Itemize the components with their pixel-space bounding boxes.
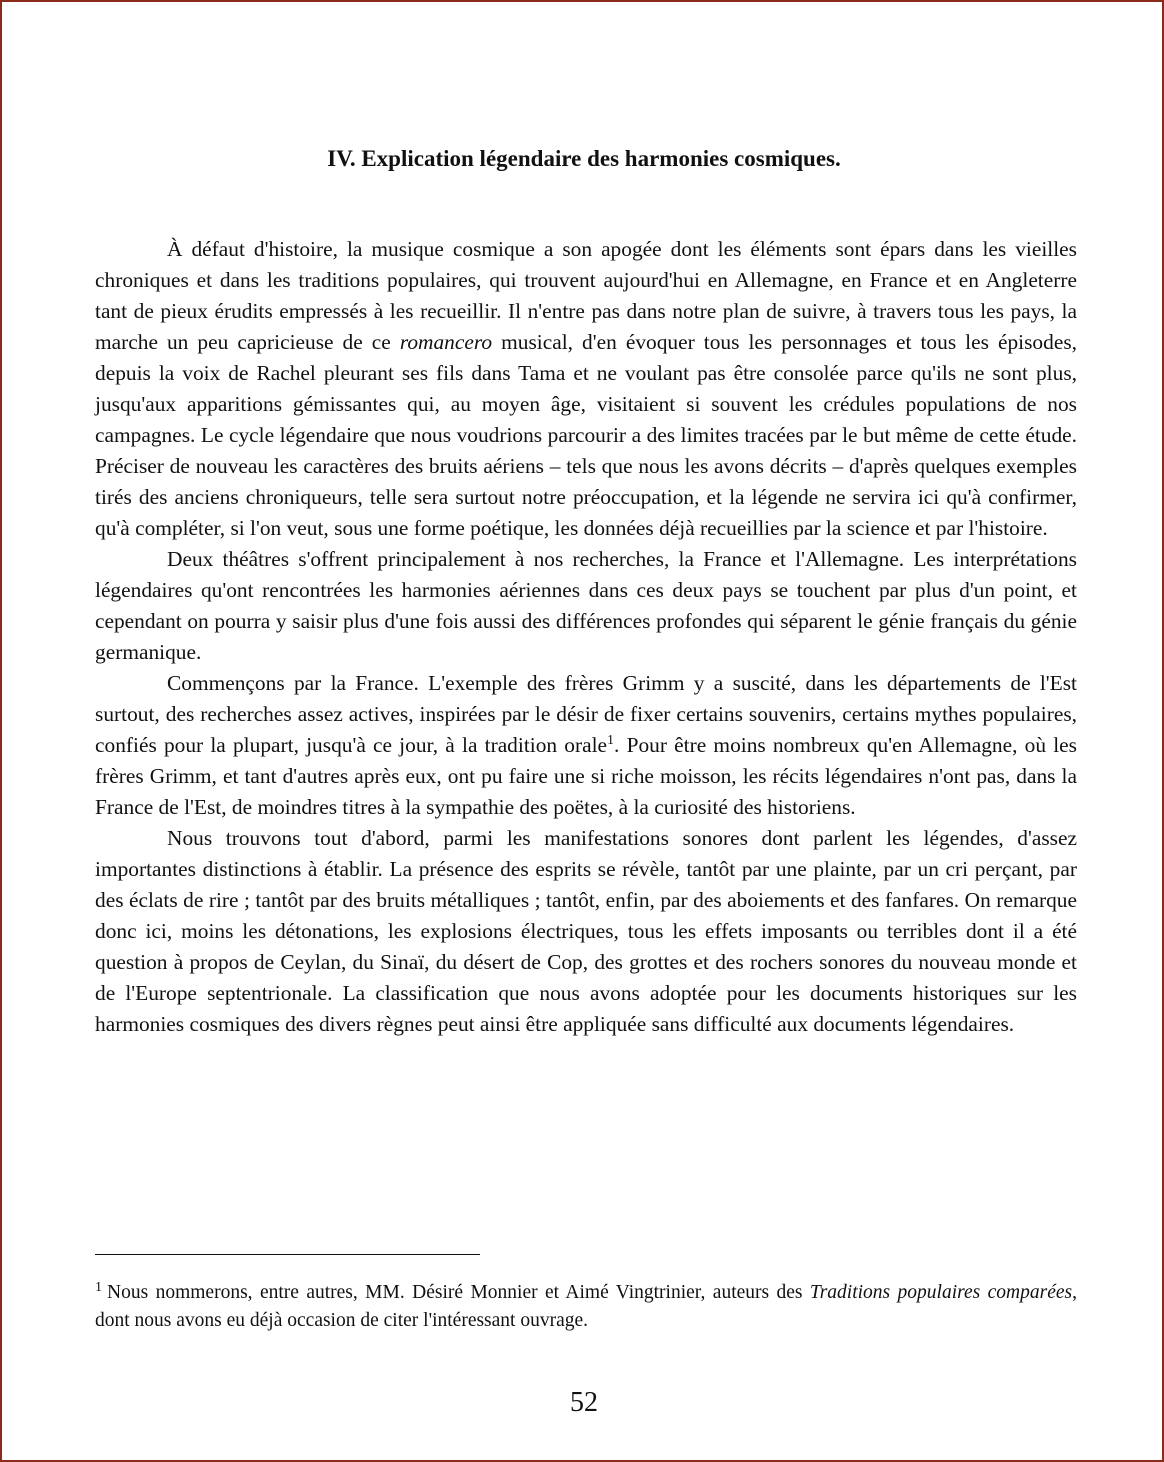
paragraph	[95, 668, 1077, 823]
body-text	[95, 234, 1077, 1040]
text-run: À défaut d'histoire, la musique cosmique a son apogée dont les éléments sont épars dans les vieilles chroniques et dans les traditions populaires, qui trouvent aujourd'hui en Allemagne, en France et en Angleterre tant de pieux érudits empressés à les recueillir. Il n'entre pas dans notre plan de suivre, à travers tous les pays, la marche un peu capricieuse de ce	[95, 237, 1077, 354]
text-run: Deux théâtres s'offrent principalement à nos recherches, la France et l'Allemagne. Les interprétations légendaires qu'ont rencontrées les harmonies aériennes dans ces deux pays se touchent par plus d'un point, et cependant on pourra y saisir plus d'une fois aussi des différences profondes qui séparent le génie français du génie germanique.	[95, 547, 1077, 664]
footnote-text-run: Nous nommerons, entre autres, MM. Désiré Monnier et Aimé Vingtrinier, auteurs des	[107, 1282, 810, 1303]
paragraph	[95, 544, 1077, 668]
text-run: . Pour être moins nombreux qu'en Allemagne, où les frères Grimm, et tant d'autres après eux, ont pu faire une si riche moisson, les récits légendaires n'ont pas, dans la France de l'Est, de moindres titres à la sympathie des poëtes, à la curiosité des historiens.	[95, 733, 1077, 819]
footnote	[95, 1279, 1077, 1335]
footnote-text-run: , dont nous avons eu déjà occasion de citer l'intéressant ouvrage.	[95, 1282, 1077, 1331]
page-number: 52	[570, 1387, 598, 1418]
chapter-heading: IV. Explication légendaire des harmonies cosmiques.	[327, 146, 841, 171]
italic-term: romancero	[399, 330, 493, 354]
footnote-divider	[95, 1254, 480, 1255]
paragraph	[95, 823, 1077, 1040]
text-run: Nous trouvons tout d'abord, parmi les manifestations sonores dont parlent les légendes, d'assez importantes distinctions à établir. La présence des esprits se révèle, tantôt par une plainte, par un cri perçant, par des éclats de rire ; tantôt par des bruits métalliques ; tantôt, enfin, par des aboiements et des fanfares. On remarque donc ici, moins les détonations, les explosions électriques, tous les effets imposants ou terribles dont il a été question à propos de Ceylan, du Sinaï, du désert de Cop, des grottes et des rochers sonores du nouveau monde et de l'Europe septentrionale. La classification que nous avons adoptée pour les documents historiques sur les harmonies cosmiques des divers règnes peut ainsi être appliquée sans difficulté aux documents légendaires.	[95, 826, 1077, 1036]
paragraph	[95, 234, 1077, 544]
text-run: musical, d'en évoquer tous les personnages et tous les épisodes, depuis la voix de Rachel pleurant ses fils dans Tama et ne voulant pas être consolée parce qu'ils ne sont plus, jusqu'aux apparitions gémissantes qui, au moyen âge, visitaient si souvent les crédules populations de nos campagnes. Le cycle légendaire que nous voudrions parcourir a des limites tracées par le but même de cette étude. Préciser de nouveau les caractères des bruits aériens – tels que nous les avons décrits – d'après quelques exemples tirés des anciens chroniqueurs, telle sera surtout notre préoccupation, et la légende ne servira ici qu'à confirmer, qu'à compléter, si l'on veut, sous une forme poétique, les données déjà recueillies par la science et par l'histoire.	[95, 330, 1077, 540]
footnote-marker: 1	[95, 1280, 102, 1295]
footnote-italic-title: Traditions populaires comparées	[809, 1282, 1073, 1303]
footnote-reference[interactable]: 1	[607, 732, 615, 748]
text-run: Commençons par la France. L'exemple des frères Grimm y a suscité, dans les départements de l'Est surtout, des recherches assez actives, inspirées par le désir de fixer certains souvenirs, certains mythes populaires, confiés pour la plupart, jusqu'à ce jour, à la tradition orale	[95, 671, 1077, 757]
